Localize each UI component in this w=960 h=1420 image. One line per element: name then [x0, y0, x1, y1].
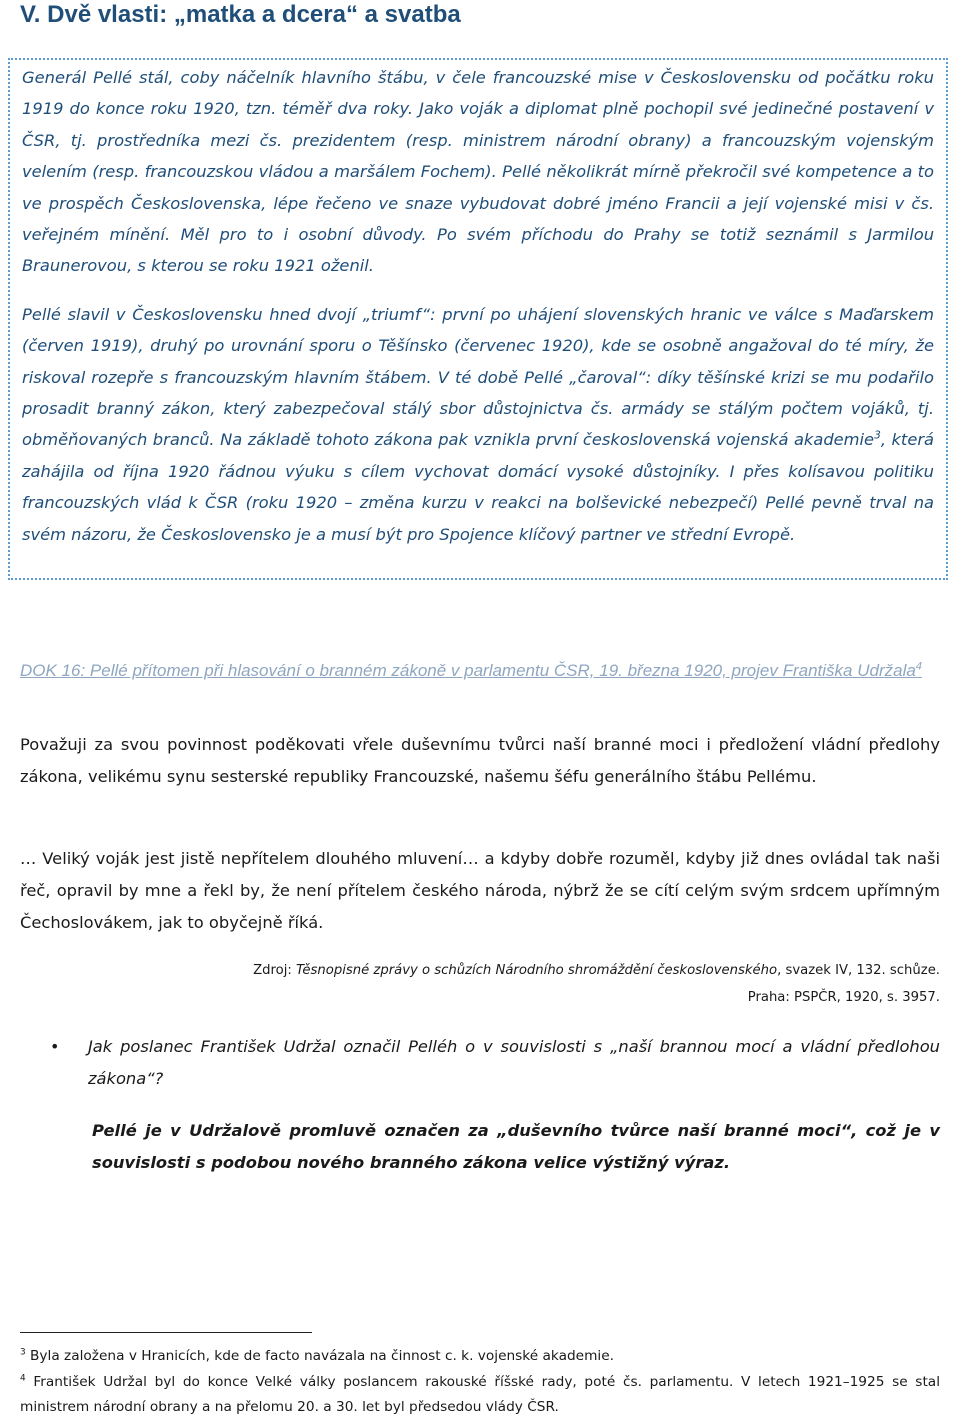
info-paragraph-2	[22, 299, 934, 550]
info-text: Pellé několikrát mírně překročil své kompetence a to ve prospěch Československa, lépe řečeno ve snaze vybudovat dobré jméno Francii a její vojenské misi v čs. veřejném mínění.	[22, 162, 934, 245]
source-label: Zdroj:	[253, 963, 296, 978]
info-text: Pellé slavil v Československu hned dvojí „triumf“: první po uhájení slovenských hranic ve válce s Maďarskem (červen 1919), druhý po urovnání sporu o Těšínsko (červenec 1920), kde se osobně angažoval do té míry, že riskoval rozepře s francouzským hlavním štábem.	[22, 304, 934, 387]
footnote-ref-4[interactable]: 4	[915, 660, 922, 673]
source-title: Těsnopisné zprávy o schůzích Národního shromáždění československého	[296, 963, 778, 978]
document-heading	[20, 656, 942, 685]
info-text: V té době Pellé „čaroval“: díky těšínské krizi se mu podařilo prosadit branný zákon, který zabezpečoval stálý sbor důstojnictva čs. armády se stálým počtem vojáků, tj. obměňovaných branců.	[22, 367, 934, 450]
footnote-text: František Udržal byl do konce Velké války poslancem rakouské říšské rady, poté čs. parlamentu. V letech 1921–1925 se stal ministrem národní obrany a na přelomu 20. a 30. let byl předsedou vlády ČSR.	[20, 1374, 940, 1415]
footnote-4	[20, 1370, 940, 1420]
info-text: I přes kolísavou politiku francouzských vlád k ČSR (roku 1920 – změna kurzu v reakci na bolševické nebezpečí) Pellé pevně trval na svém názoru, že Československo je a musí být pro Spojence klíčový partner ve střední Evropě.	[22, 461, 934, 544]
footnote-ref-3[interactable]: 3	[874, 430, 881, 443]
info-text: Generál Pellé stál, coby náčelník hlavního štábu, v čele francouzské mise v Československu od počátku roku 1919 do konce roku 1920, tzn. téměř dva roky. Jako voják a diplomat plně pochopil své jedinečné postavení v ČSR, tj. prostředníka mezi čs. prezidentem (resp. ministrem národní obrany) a francouzským vojenským velením (resp. francouzskou vládou a maršálem Fochem).	[22, 68, 934, 182]
answer-text: Pellé je v Udržalově promluvě označen za „duševního tvůrce naší branné moci“, což je v souvislosti s podobou nového branného zákona velice výstižný výraz.	[92, 1121, 940, 1172]
source-publisher: Praha: PSPČR, 1920, s. 3957.	[747, 990, 940, 1005]
question-text: Jak poslanec František Udržal označil Pelléh o v souvislosti s „naší brannou mocí a vládní předlohou zákona“?	[88, 1037, 940, 1088]
info-box	[8, 58, 948, 580]
document-heading-text: DOK 16: Pellé přítomen při hlasování o branném zákoně v parlamentu ČSR, 19. března 1920, projev Františka Udržala	[20, 661, 916, 680]
footnote-number: 4	[20, 1373, 26, 1384]
question-item	[20, 1031, 940, 1095]
info-text: Na základě tohoto zákona pak vznikla první československá vojenská akademie	[220, 430, 875, 450]
footnote-3	[20, 1344, 940, 1369]
footnote-divider	[20, 1332, 312, 1333]
page-title: V. Dvě vlasti: „matka a dcera“ a svatba	[20, 1, 461, 28]
bullet-icon: •	[50, 1037, 60, 1056]
source-details: , svazek IV, 132. schůze.	[777, 963, 940, 978]
quote-paragraph-2: … Veliký voják jest jistě nepřítelem dlouhého mluvení… a kdyby dobře rozuměl, kdyby již dnes ovládal tak naši řeč, opravil by mne a řekl by, že není přítelem českého národa, nýbrž že se cítí celým svým srdcem upřímným Čechoslovákem, jak to obyčejně říká.	[20, 849, 940, 932]
footnote-number: 3	[20, 1347, 26, 1358]
info-paragraph-1	[22, 62, 934, 282]
footnote-text: Byla založena v Hranicích, kde de facto navázala na činnost c. k. vojenské akademie.	[25, 1348, 614, 1364]
quote-paragraph-1: Považuji za svou povinnost poděkovati vřele duševnímu tvůrci naší branné moci i předložení vládní předlohy zákona, velikému synu sesterské republiky Francouzské, našemu šéfu generálního štábu Pellému.	[20, 735, 940, 786]
info-text: Po svém příchodu do Prahy se totiž seznámil s Jarmilou Braunerovou, s kterou se roku 1921 oženil.	[22, 225, 935, 276]
info-text: , která zahájila od října 1920 řádnou výuku s cílem vychovat domácí vysoké důstojníky.	[22, 430, 935, 481]
info-text: Měl pro to i osobní důvody.	[180, 225, 437, 245]
source-citation	[40, 957, 940, 984]
